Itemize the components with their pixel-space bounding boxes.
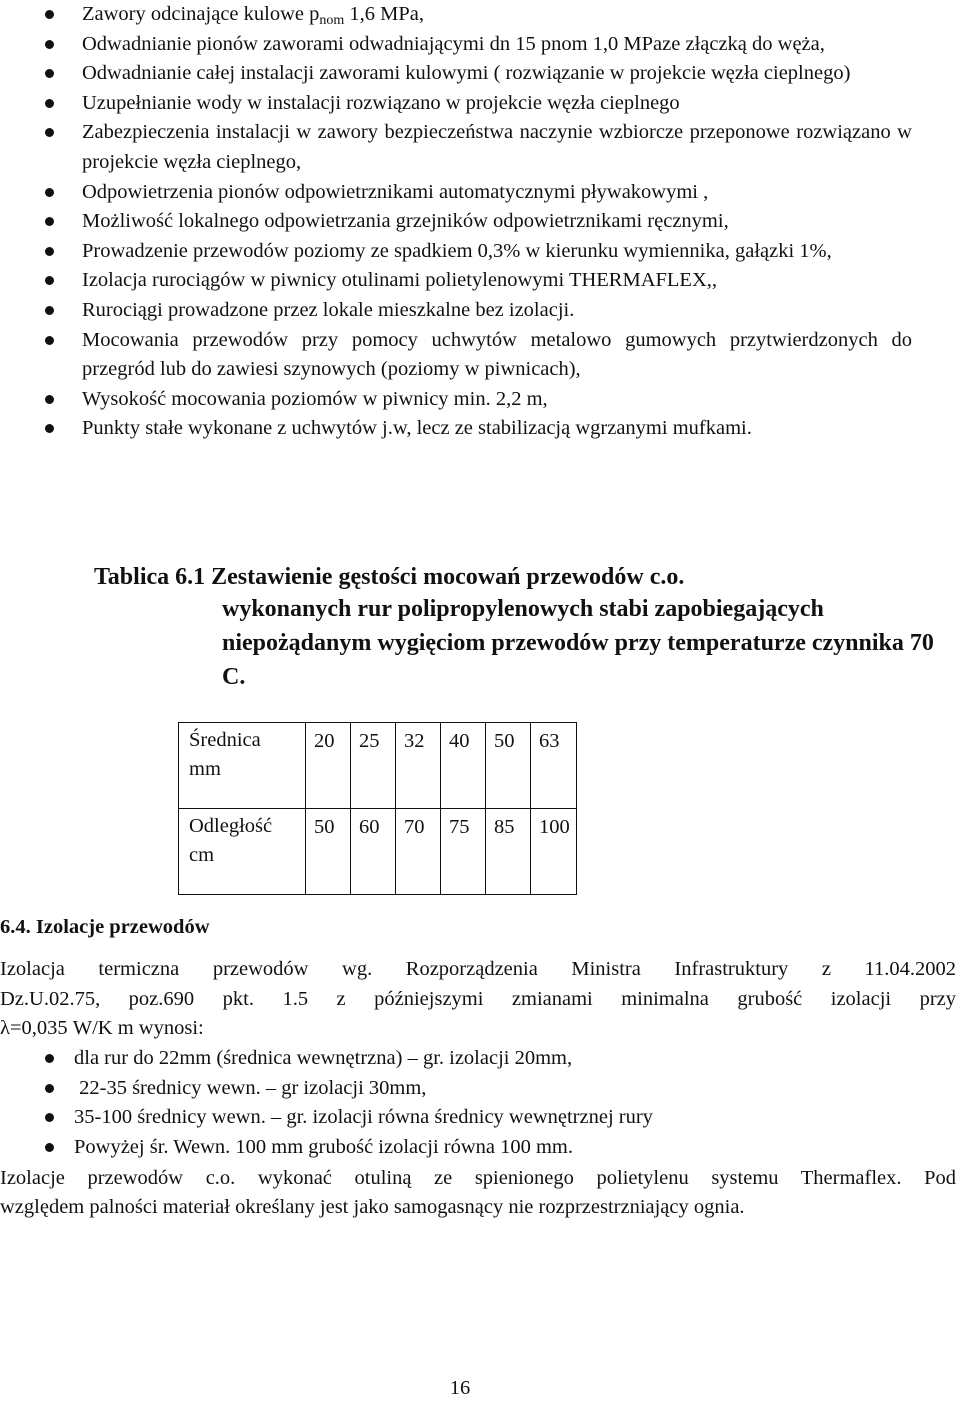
table-cell: 60 bbox=[351, 809, 396, 895]
table-caption-title: Tablica 6.1 Zestawienie gęstości mocowań przewodów c.o. bbox=[94, 564, 685, 590]
bullet-icon bbox=[45, 1113, 54, 1122]
list-item: Wysokość mocowania poziomów w piwnicy min. 2,2 m, bbox=[0, 385, 960, 415]
installation-requirements-list bbox=[0, 0, 960, 444]
list-item: 35-100 średnicy wewn. – gr. izolacji równa średnicy wewnętrznej rury bbox=[0, 1103, 960, 1133]
paragraph-line: Izolacje przewodów c.o. wykonać otuliną ze spienionego polietylenu systemu Thermaflex. Pod bbox=[0, 1167, 956, 1189]
table-cell: 40 bbox=[441, 723, 486, 809]
bullet-icon bbox=[45, 40, 54, 49]
list-item: Odpowietrzenia pionów odpowietrznikami automatycznymi pływakowymi , bbox=[0, 178, 960, 208]
bullet-icon bbox=[45, 10, 54, 19]
table-cell: 32 bbox=[396, 723, 441, 809]
list-item: 22-35 średnicy wewn. – gr izolacji 30mm, bbox=[0, 1074, 960, 1104]
bullet-icon bbox=[45, 395, 54, 404]
bullet-icon bbox=[45, 188, 54, 197]
table-cell: 20 bbox=[306, 723, 351, 809]
table-row bbox=[179, 809, 577, 895]
list-item: Odwadnianie pionów zaworami odwadniającymi dn 15 pnom 1,0 MPaze złączką do węża, bbox=[0, 30, 960, 60]
insulation-material-paragraph bbox=[0, 1164, 956, 1221]
bullet-icon bbox=[45, 128, 54, 137]
table-row bbox=[179, 723, 577, 809]
table-cell: 70 bbox=[396, 809, 441, 895]
bullet-icon bbox=[45, 99, 54, 108]
list-item: Punkty stałe wykonane z uchwytów j.w, lecz ze stabilizacją wgrzanymi mufkami. bbox=[0, 414, 960, 444]
table-cell: 50 bbox=[486, 723, 531, 809]
list-item: Zawory odcinające kulowe $p_{nom}$ 1,6 MPa, bbox=[0, 0, 960, 30]
paragraph-line: Dz.U.02.75, poz.690 pkt. 1.5 z późniejszymi zmianami minimalna grubość izolacji przy bbox=[0, 987, 956, 1010]
table-cell: 100 bbox=[531, 809, 577, 895]
table-cell: 25 bbox=[351, 723, 396, 809]
table-row-label: Odległość cm bbox=[179, 809, 306, 895]
list-item: Mocowania przewodów przy pomocy uchwytów metalowo gumowych przytwierdzonych do przegród lub do zawiesi szynowych (poziomy w piwnicach), bbox=[0, 326, 960, 385]
bullet-icon bbox=[45, 1054, 54, 1063]
table-cell: 63 bbox=[531, 723, 577, 809]
table-caption-description: wykonanych rur polipropylenowych stabi zapobiegających niepożądanym wygięciom przewodów przy temperaturze czynnika 70 C. bbox=[222, 596, 934, 690]
list-item: Możliwość lokalnego odpowietrzania grzejników odpowietrznikami ręcznymi, bbox=[0, 207, 960, 237]
bullet-icon bbox=[45, 1084, 54, 1093]
list-item: Uzupełnianie wody w instalacji rozwiązano w projekcie węzła cieplnego bbox=[0, 89, 960, 119]
bullet-icon bbox=[45, 1143, 54, 1152]
table-cell: 85 bbox=[486, 809, 531, 895]
list-item: Powyżej śr. Wewn. 100 mm grubość izolacji równa 100 mm. bbox=[0, 1133, 960, 1163]
list-item: Zabezpieczenia instalacji w zawory bezpieczeństwa naczynie wzbiorcze przeponowe rozwiązano w projekcie węzła cieplnego, bbox=[0, 118, 960, 177]
table-cell: 75 bbox=[441, 809, 486, 895]
bullet-icon bbox=[45, 247, 54, 256]
bullet-icon bbox=[45, 336, 54, 345]
bullet-icon bbox=[45, 306, 54, 315]
list-item: Rurociągi prowadzone przez lokale mieszkalne bez izolacji. bbox=[0, 296, 960, 326]
list-item: Odwadnianie całej instalacji zaworami kulowymi ( rozwiązanie w projekcie węzła cieplnego) bbox=[0, 59, 960, 89]
bullet-icon bbox=[45, 69, 54, 78]
page-number: 16 bbox=[449, 1377, 471, 1399]
bullet-icon bbox=[45, 217, 54, 226]
table-cell: 50 bbox=[306, 809, 351, 895]
table-row-label: Średnica mm bbox=[179, 723, 306, 809]
insulation-paragraph bbox=[0, 955, 956, 1044]
section-heading: 6.4. Izolacje przewodów bbox=[0, 916, 210, 938]
bullet-icon bbox=[45, 276, 54, 285]
paragraph-line: λ=0,035 W/K m wynosi: bbox=[0, 1017, 204, 1039]
list-item: Prowadzenie przewodów poziomy ze spadkiem 0,3% w kierunku wymiennika, gałązki 1%, bbox=[0, 237, 960, 267]
insulation-thickness-list bbox=[0, 1044, 960, 1162]
mounting-density-table bbox=[178, 722, 577, 895]
list-item: dla rur do 22mm (średnica wewnętrzna) – gr. izolacji 20mm, bbox=[0, 1044, 960, 1074]
paragraph-line: względem palności materiał określany jest jako samogasnący nie rozprzestrzniający ognia. bbox=[0, 1195, 745, 1218]
bullet-icon bbox=[45, 424, 54, 433]
list-item: Izolacja rurociągów w piwnicy otulinami polietylenowymi THERMAFLEX,, bbox=[0, 266, 960, 296]
paragraph-line: Izolacja termiczna przewodów wg. Rozporządzenia Ministra Infrastruktury z 11.04.2002 bbox=[0, 958, 956, 980]
